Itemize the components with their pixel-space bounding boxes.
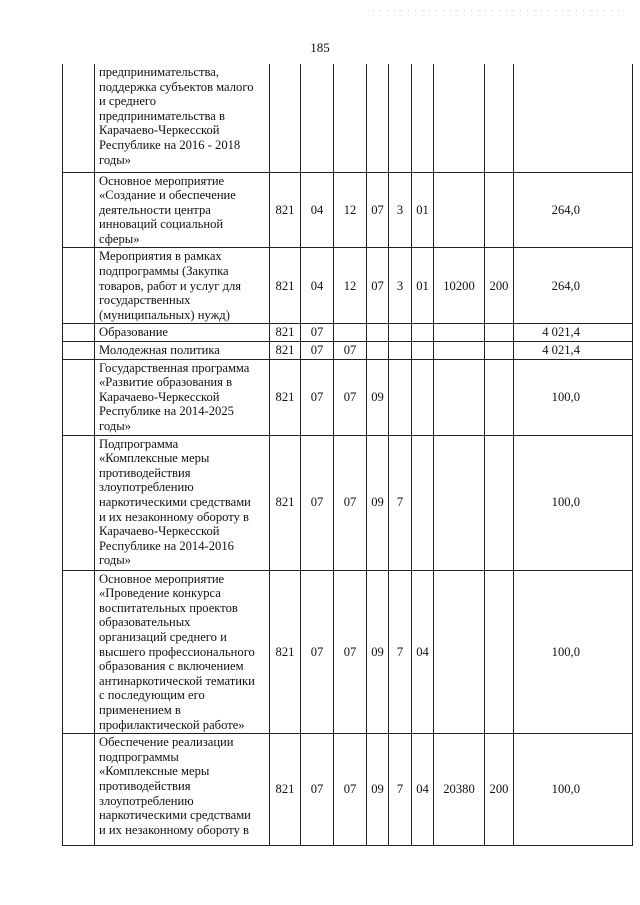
subprogram-code-cell: 3 bbox=[389, 172, 412, 248]
direction-code-cell bbox=[434, 324, 485, 342]
subprogram-code-cell bbox=[389, 359, 412, 435]
page-number: 185 bbox=[310, 40, 330, 55]
table-row bbox=[63, 64, 633, 172]
item-name-cell: Мероприятия в рамках подпрограммы (Закупка товаров, работ и услуг для государственных (муниципальных) нужд) bbox=[95, 248, 270, 324]
ministry-code-cell: 821 bbox=[270, 172, 301, 248]
measure-code-cell bbox=[412, 435, 434, 570]
item-name-cell: Подпрограмма «Комплексные меры противодействия злоупотреблению наркотическими средствами и их незаконному обороту в Карачаево-Черкесской Республике на 2014-2016 годы» bbox=[95, 435, 270, 570]
item-name-cell: Основное мероприятие «Создание и обеспечение деятельности центра инноваций социальной сферы» bbox=[95, 172, 270, 248]
expense-type-cell bbox=[485, 342, 514, 360]
direction-code-cell bbox=[434, 64, 485, 172]
section-code-cell: 04 bbox=[301, 248, 334, 324]
expense-type-cell bbox=[485, 172, 514, 248]
subsection-code-cell: 07 bbox=[334, 359, 367, 435]
program-code-cell: 07 bbox=[367, 248, 389, 324]
ministry-code-cell: 821 bbox=[270, 248, 301, 324]
budget-table bbox=[62, 64, 633, 846]
direction-code-cell bbox=[434, 570, 485, 734]
ministry-code-cell: 821 bbox=[270, 342, 301, 360]
amount-cell bbox=[514, 64, 633, 172]
row-number-cell bbox=[63, 64, 95, 172]
row-number-cell bbox=[63, 570, 95, 734]
section-code-cell: 04 bbox=[301, 172, 334, 248]
item-name-cell: Основное мероприятие «Проведение конкурса воспитательных проектов образовательных организаций среднего и высшего профессионального образования с включением антинаркотической тематики с последующим его применением в профилактической работе» bbox=[95, 570, 270, 734]
program-code-cell: 09 bbox=[367, 570, 389, 734]
table-row bbox=[63, 172, 633, 248]
expense-type-cell bbox=[485, 64, 514, 172]
subsection-code-cell: 07 bbox=[334, 342, 367, 360]
ministry-code-cell bbox=[270, 64, 301, 172]
item-name-cell: предпринимательства, поддержка субъектов малого и среднего предпринимательства в Карачаево-Черкесской Республике на 2016 - 2018 годы» bbox=[95, 64, 270, 172]
program-code-cell bbox=[367, 64, 389, 172]
amount-cell: 100,0 bbox=[514, 570, 633, 734]
program-code-cell: 09 bbox=[367, 435, 389, 570]
ministry-code-cell: 821 bbox=[270, 734, 301, 846]
row-number-cell bbox=[63, 324, 95, 342]
subprogram-code-cell: 7 bbox=[389, 734, 412, 846]
amount-cell: 264,0 bbox=[514, 172, 633, 248]
table-row bbox=[63, 248, 633, 324]
expense-type-cell bbox=[485, 570, 514, 734]
expense-type-cell bbox=[485, 324, 514, 342]
measure-code-cell bbox=[412, 359, 434, 435]
subprogram-code-cell bbox=[389, 342, 412, 360]
direction-code-cell: 20380 bbox=[434, 734, 485, 846]
row-number-cell bbox=[63, 359, 95, 435]
row-number-cell bbox=[63, 435, 95, 570]
direction-code-cell: 10200 bbox=[434, 248, 485, 324]
ministry-code-cell: 821 bbox=[270, 359, 301, 435]
program-code-cell bbox=[367, 324, 389, 342]
measure-code-cell bbox=[412, 64, 434, 172]
measure-code-cell bbox=[412, 324, 434, 342]
subsection-code-cell bbox=[334, 324, 367, 342]
table-row bbox=[63, 342, 633, 360]
subsection-code-cell: 07 bbox=[334, 734, 367, 846]
subprogram-code-cell: 3 bbox=[389, 248, 412, 324]
item-name-cell: Молодежная политика bbox=[95, 342, 270, 360]
section-code-cell bbox=[301, 64, 334, 172]
amount-cell: 4 021,4 bbox=[514, 342, 633, 360]
table-row bbox=[63, 359, 633, 435]
program-code-cell: 09 bbox=[367, 359, 389, 435]
subsection-code-cell: 07 bbox=[334, 435, 367, 570]
table-body bbox=[63, 64, 633, 846]
program-code-cell: 07 bbox=[367, 172, 389, 248]
table-row bbox=[63, 570, 633, 734]
amount-cell: 100,0 bbox=[514, 734, 633, 846]
program-code-cell bbox=[367, 342, 389, 360]
subsection-code-cell: 12 bbox=[334, 172, 367, 248]
expense-type-cell: 200 bbox=[485, 248, 514, 324]
amount-cell: 100,0 bbox=[514, 359, 633, 435]
section-code-cell: 07 bbox=[301, 570, 334, 734]
section-code-cell: 07 bbox=[301, 359, 334, 435]
program-code-cell: 09 bbox=[367, 734, 389, 846]
item-name-cell: Обеспечение реализации подпрограммы «Комплексные меры противодействия злоупотреблению наркотическими средствами и их незаконному обороту в bbox=[95, 734, 270, 846]
row-number-cell bbox=[63, 248, 95, 324]
subprogram-code-cell bbox=[389, 324, 412, 342]
item-name-cell: Государственная программа «Развитие образования в Карачаево-Черкесской Республике на 2014-2025 годы» bbox=[95, 359, 270, 435]
measure-code-cell bbox=[412, 342, 434, 360]
amount-cell: 4 021,4 bbox=[514, 324, 633, 342]
expense-type-cell bbox=[485, 435, 514, 570]
direction-code-cell bbox=[434, 172, 485, 248]
item-name-cell: Образование bbox=[95, 324, 270, 342]
measure-code-cell: 01 bbox=[412, 248, 434, 324]
direction-code-cell bbox=[434, 359, 485, 435]
subsection-code-cell bbox=[334, 64, 367, 172]
row-number-cell bbox=[63, 172, 95, 248]
direction-code-cell bbox=[434, 435, 485, 570]
subsection-code-cell: 07 bbox=[334, 570, 367, 734]
row-number-cell bbox=[63, 342, 95, 360]
subprogram-code-cell: 7 bbox=[389, 570, 412, 734]
section-code-cell: 07 bbox=[301, 324, 334, 342]
section-code-cell: 07 bbox=[301, 435, 334, 570]
table-row bbox=[63, 324, 633, 342]
measure-code-cell: 04 bbox=[412, 734, 434, 846]
measure-code-cell: 01 bbox=[412, 172, 434, 248]
table-row bbox=[63, 435, 633, 570]
subprogram-code-cell bbox=[389, 64, 412, 172]
subsection-code-cell: 12 bbox=[334, 248, 367, 324]
subprogram-code-cell: 7 bbox=[389, 435, 412, 570]
expense-type-cell bbox=[485, 359, 514, 435]
section-code-cell: 07 bbox=[301, 734, 334, 846]
ministry-code-cell: 821 bbox=[270, 435, 301, 570]
direction-code-cell bbox=[434, 342, 485, 360]
amount-cell: 100,0 bbox=[514, 435, 633, 570]
amount-cell: 264,0 bbox=[514, 248, 633, 324]
table-row bbox=[63, 734, 633, 846]
row-number-cell bbox=[63, 734, 95, 846]
section-code-cell: 07 bbox=[301, 342, 334, 360]
scan-noise bbox=[370, 8, 620, 18]
ministry-code-cell: 821 bbox=[270, 570, 301, 734]
expense-type-cell: 200 bbox=[485, 734, 514, 846]
ministry-code-cell: 821 bbox=[270, 324, 301, 342]
measure-code-cell: 04 bbox=[412, 570, 434, 734]
